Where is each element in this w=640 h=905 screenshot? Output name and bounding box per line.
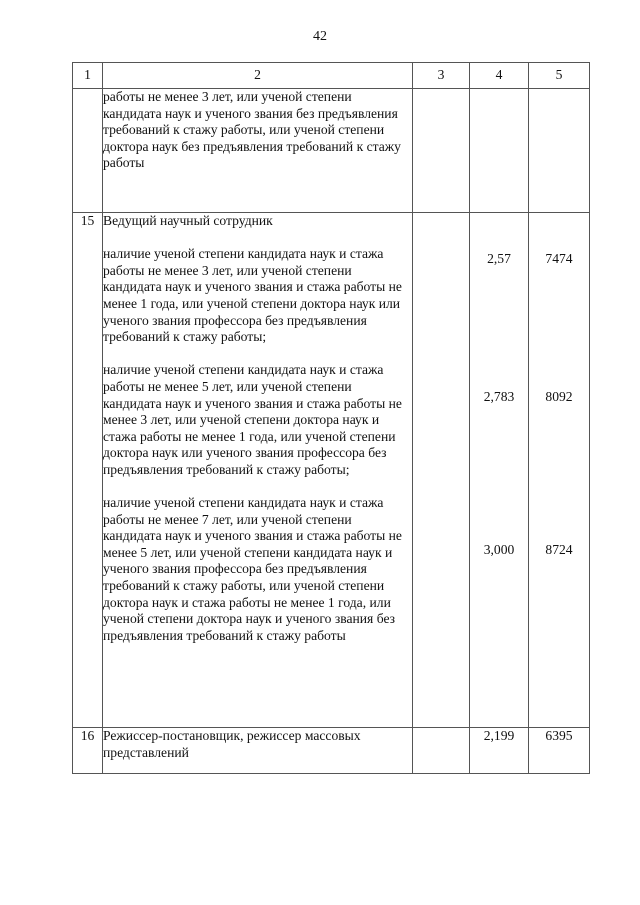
row-col4 — [470, 213, 529, 728]
row-number: 15 — [73, 213, 103, 728]
table-row — [73, 728, 590, 774]
table-header-row — [73, 63, 590, 89]
table-row — [73, 213, 590, 728]
requirement-text: наличие ученой степени кандидата наук и стажа работы не менее 7 лет, или ученой степени кандидата наук и ученого звания и стажа работы не менее 5 лет, или ученой степени кандидата наук и ученого звания профессора без предъявления требований к стажу работы, или ученой степени доктора наук и стажа работы не менее 1 года, или ученой степени доктора наук и ученого звания без предъявления требований к стажу работы — [103, 495, 402, 643]
row-col5: 6395 — [529, 728, 590, 774]
coefficient-value: 2,57 — [487, 251, 511, 266]
row-col3 — [413, 213, 470, 728]
requirement-text: наличие ученой степени кандидата наук и стажа работы не менее 5 лет, или ученой степени кандидата наук и ученого звания и стажа работы не менее 3 лет, или ученой степени доктора наук и стажа работы не менее 1 года, или ученой степени доктора наук или ученого звания профессора без предъявления требований к стажу работы; — [103, 362, 402, 477]
row-col3 — [413, 89, 470, 213]
requirement-text: наличие ученой степени кандидата наук и стажа работы не менее 3 лет, или ученой степени кандидата наук и ученого звания и стажа работы не менее 1 года, или ученой степени доктора наук или ученого звания профессора без предъявления требований к стажу работы; — [103, 246, 402, 345]
salary-value: 8724 — [545, 542, 573, 557]
coefficient-value: 2,783 — [483, 389, 515, 404]
header-cell-1: 1 — [73, 63, 103, 89]
page-number: 42 — [313, 29, 327, 44]
row-description: работы не менее 3 лет, или ученой степени кандидата наук и ученого звания без предъявления требований к стажу работы, или ученой степени доктора наук без предъявления требований к стажу работы — [103, 89, 413, 213]
row-number: 16 — [73, 728, 103, 774]
salary-table — [72, 62, 590, 774]
position-title: Ведущий научный сотрудник — [103, 213, 273, 228]
table-row — [73, 89, 590, 213]
header-cell-3: 3 — [413, 63, 470, 89]
header-cell-4: 4 — [470, 63, 529, 89]
row-description: Режиссер-постановщик, режиссер массовых представлений — [103, 728, 413, 774]
row-number — [73, 89, 103, 213]
row-col5 — [529, 213, 590, 728]
header-cell-5: 5 — [529, 63, 590, 89]
row-col3 — [413, 728, 470, 774]
salary-value: 7474 — [545, 251, 573, 266]
row-col4: 2,199 — [470, 728, 529, 774]
header-cell-2: 2 — [103, 63, 413, 89]
salary-value: 8092 — [545, 389, 573, 404]
row-description — [103, 213, 413, 728]
row-col4 — [470, 89, 529, 213]
row-col5 — [529, 89, 590, 213]
coefficient-value: 3,000 — [483, 542, 515, 557]
